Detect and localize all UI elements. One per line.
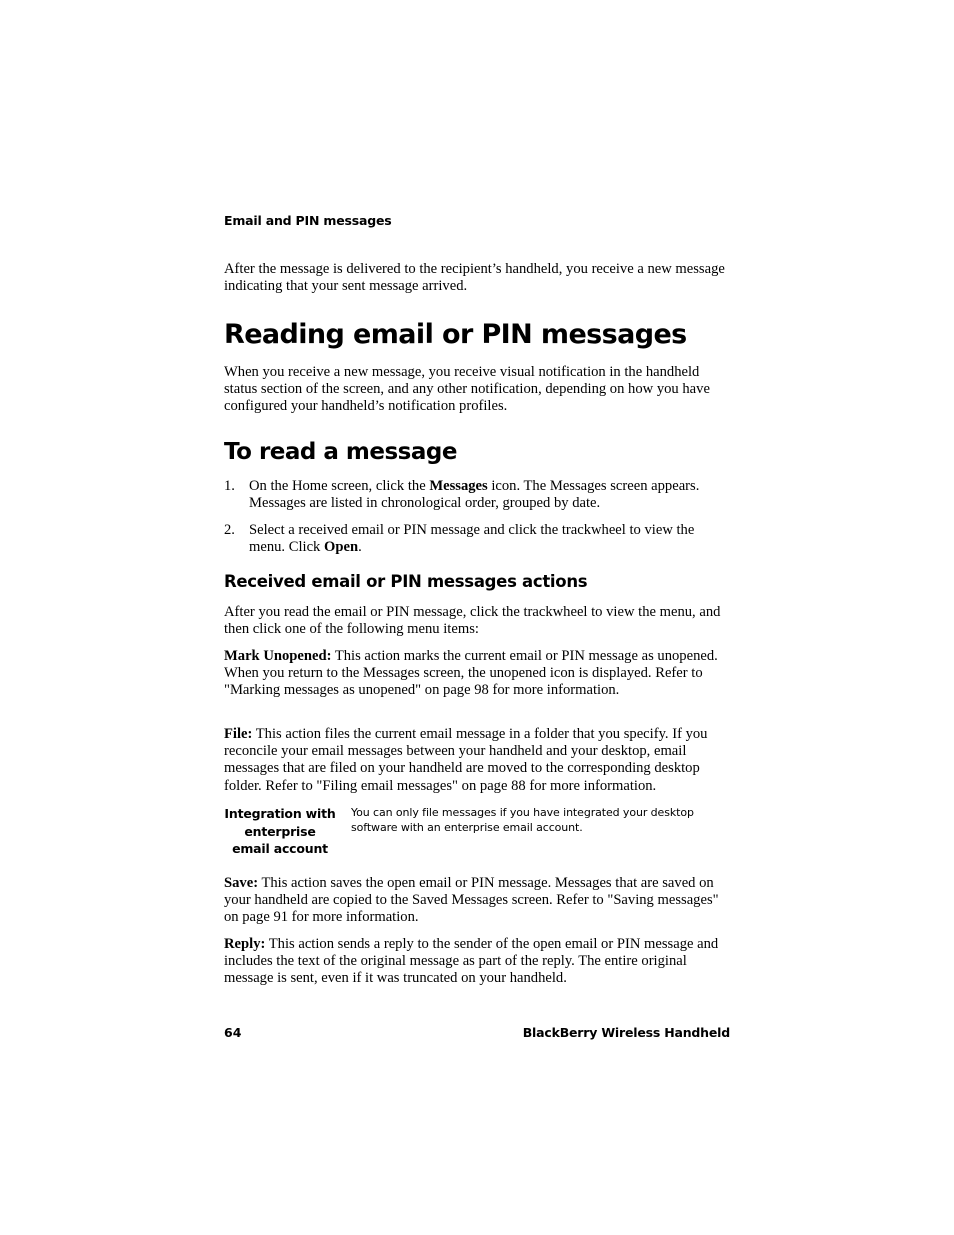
document-page (224, 0, 730, 1235)
action-term: Save: (224, 875, 259, 891)
action-file (224, 726, 730, 795)
open-term: Open (324, 539, 359, 556)
procedure-title: To read a message (224, 439, 457, 465)
running-head: Email and PIN messages (224, 213, 392, 228)
page-number: 64 (224, 1025, 242, 1040)
action-mark-unopened (224, 648, 730, 700)
intro-paragraph: After the message is delivered to the recipient’s handheld, you receive a new message indicating that your sent message arrived. (224, 261, 725, 295)
action-term: Mark Unopened: (224, 648, 332, 664)
action-reply (224, 936, 730, 988)
note-label: Integration with enterprise email account (224, 806, 336, 857)
subsection-title: Received email or PIN messages actions (224, 572, 588, 591)
action-term: Reply: (224, 936, 266, 952)
step-text: Select a received email or PIN message and click the trackwheel to view the menu. Click Open. (249, 522, 695, 556)
action-description: This action marks the current email or PIN message as unopened. When you return to the Messages screen, the unopened icon is displayed. Refer to "Marking messages as unopened" on page 98 for more information. (224, 648, 718, 699)
book-title: BlackBerry Wireless Handheld (522, 1025, 730, 1040)
step-number: 2. (224, 522, 235, 538)
messages-term: Messages (429, 478, 488, 494)
note-text: You can only file messages if you have integrated your desktop software with an enterprise email account. (351, 806, 694, 835)
section-title: Reading email or PIN messages (224, 319, 687, 350)
subsection-intro: After you read the email or PIN message, click the trackwheel to view the menu, and then click one of the following menu items: (224, 604, 721, 638)
action-save (224, 875, 730, 927)
action-term: File: (224, 726, 253, 742)
step-number: 1. (224, 478, 235, 494)
action-description: This action sends a reply to the sender of the open email or PIN message and includes the text of the original message as part of the reply. The entire original message is sent, even if it was truncated on your handheld. (224, 936, 719, 987)
section-paragraph: When you receive a new message, you receive visual notification in the handheld status section of the screen, and any other notification, depending on how you have configured your handheld’s notification profiles. (224, 364, 710, 415)
action-description: This action saves the open email or PIN message. Messages that are saved on your handheld are copied to the Saved Messages screen. Refer to "Saving messages" on page 91 for more information. (224, 875, 719, 926)
action-description: This action files the current email message in a folder that you specify. If you reconcile your email messages between your handheld and your desktop, email messages that are filed on your handheld are moved to the corresponding desktop folder. Refer to "Filing email messages" on page 88 for more information. (224, 726, 708, 794)
step-text: On the Home screen, click the Messages icon. The Messages screen appears. Messages are listed in chronological order, grouped by date. (249, 478, 700, 512)
